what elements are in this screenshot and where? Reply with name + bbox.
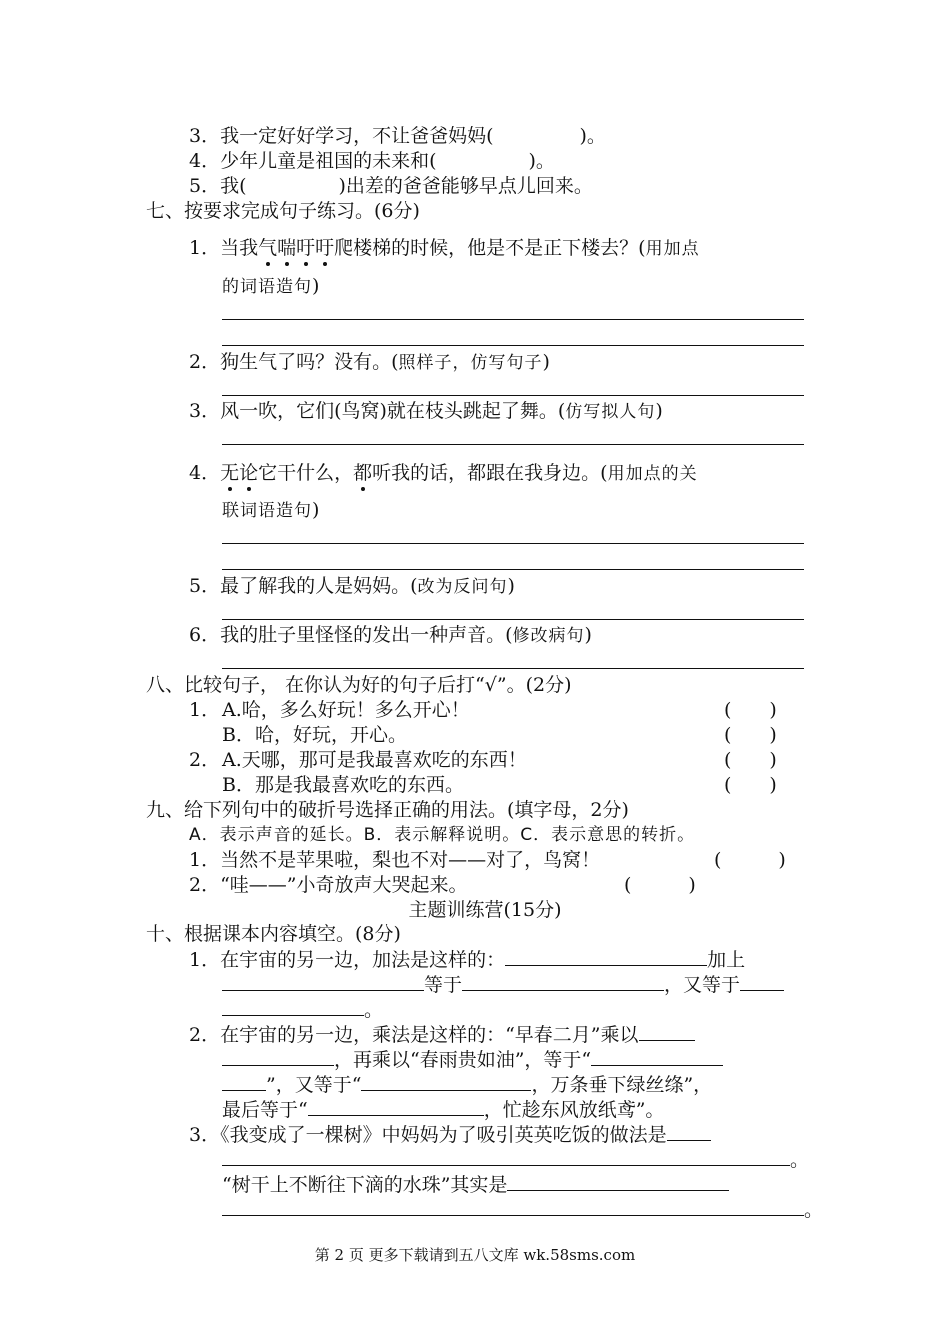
s9-q2: 2．“哇——”小奇放声大哭起来。: [189, 874, 468, 896]
s10-q1: 1．在宇宙的另一边，加法是这样的： 加上: [189, 949, 746, 971]
dotted-char: 气: [258, 237, 278, 259]
answer-blank[interactable]: [507, 1172, 729, 1191]
dotted-char: 论: [239, 462, 259, 484]
s7-q1: 1．当我气喘吁吁爬楼梯的时候，他是不是正下楼去？(用加点: [189, 237, 700, 259]
s8-row: B．哈，好玩，开心。: [222, 724, 407, 746]
answer-parens[interactable]: ( ): [724, 724, 777, 746]
s10-q1-cont: 等于 ，又等于: [222, 972, 784, 997]
fill-item-5: 5．我( )出差的爸爸能够早点儿回来。: [189, 175, 593, 197]
dotted-char: 无: [220, 462, 240, 484]
answer-blank[interactable]: [222, 1047, 334, 1066]
answer-line[interactable]: [222, 444, 804, 445]
s10-q3: 3．《我变成了一棵树》中妈妈为了吸引英英吃饭的做法是: [189, 1122, 711, 1147]
answer-line[interactable]: [222, 345, 804, 346]
dotted-char: 都: [353, 462, 373, 484]
s10-q3-cont3: 。: [222, 1197, 823, 1222]
s9-q1: 1．当然不是苹果啦，梨也不对——对了，鸟窝！: [189, 849, 601, 871]
answer-blank[interactable]: [308, 1097, 484, 1116]
answer-parens[interactable]: ( ): [724, 699, 777, 721]
answer-blank[interactable]: [222, 1197, 804, 1216]
answer-line[interactable]: [222, 619, 804, 620]
answer-line[interactable]: [222, 569, 804, 570]
s7-q6: 6．我的肚子里怪怪的发出一种声音。(修改病句): [189, 624, 592, 646]
dotted-char: 吁: [296, 237, 316, 259]
answer-parens[interactable]: ( ): [714, 849, 786, 871]
answer-line[interactable]: [222, 668, 804, 669]
s7-q1-cont: 的词语造句): [222, 275, 320, 297]
s10-q2-cont2: ”，又等于“ ，万条垂下绿丝绦”，: [222, 1072, 712, 1097]
answer-blank[interactable]: [505, 947, 707, 966]
s7-q3: 3．风一吹，它们(鸟窝)就在枝头跳起了舞。(仿写拟人句): [189, 400, 663, 422]
s10-q3-cont: 。: [222, 1147, 809, 1172]
s7-q2: 2．狗生气了吗？没有。(照样子，仿写句子): [189, 351, 550, 373]
theme-title: 主题训练营(15分): [408, 899, 562, 921]
answer-line[interactable]: [222, 395, 804, 396]
s7-q4-cont: 联词语造句): [222, 499, 320, 521]
answer-blank[interactable]: [222, 1072, 266, 1091]
s10-q1-cont2: 。: [222, 997, 383, 1022]
answer-parens[interactable]: ( ): [724, 774, 777, 796]
s10-q3-cont2: “树干上不断往下滴的水珠”其实是: [222, 1172, 729, 1197]
s10-q2-cont3: 最后等于“ ，忙趁东风放纸鸢”。: [222, 1099, 665, 1121]
dotted-char: 吁: [315, 237, 335, 259]
s8-row: 1． A.哈，多么好玩！多么开心！: [189, 699, 470, 721]
answer-blank[interactable]: [222, 997, 364, 1016]
s8-row: 2． A.天哪，那可是我最喜欢吃的东西！: [189, 749, 527, 771]
answer-line[interactable]: [222, 543, 804, 544]
s7-q4: 4．无论它干什么，都听我的话，都跟在我身边。(用加点的关: [189, 462, 698, 484]
answer-blank[interactable]: [740, 972, 784, 991]
answer-blank[interactable]: [462, 972, 664, 991]
s9-options: A．表示声音的延长。B．表示解释说明。C．表示意思的转折。: [189, 825, 696, 845]
s10-q2-cont: ，再乘以“春雨贵如油”，等于“: [222, 1047, 723, 1072]
answer-blank[interactable]: [222, 1147, 790, 1166]
answer-parens[interactable]: ( ): [624, 874, 696, 896]
answer-blank[interactable]: [667, 1122, 711, 1141]
answer-line[interactable]: [222, 319, 804, 320]
section-8-heading: 八、比较句子， 在你认为好的句子后打“√”。(2分): [146, 674, 572, 696]
answer-blank[interactable]: [591, 1047, 723, 1066]
section-10-heading: 十、根据课本内容填空。(8分): [146, 923, 401, 945]
answer-blank[interactable]: [222, 972, 424, 991]
page-footer: 第 2 页 更多下载请到五八文库 wk.58sms.com: [314, 1246, 636, 1264]
section-7-heading: 七、按要求完成句子练习。(6分): [146, 200, 420, 222]
answer-blank[interactable]: [361, 1072, 531, 1091]
fill-item-3: 3．我一定好好学习，不让爸爸妈妈( )。: [189, 125, 606, 147]
s10-q2: 2．在宇宙的另一边，乘法是这样的：“早春二月”乘以: [189, 1022, 695, 1047]
section-9-heading: 九、给下列句中的破折号选择正确的用法。(填字母，2分): [146, 799, 629, 821]
answer-blank[interactable]: [639, 1022, 695, 1041]
s8-row: B．那是我最喜欢吃的东西。: [222, 774, 464, 796]
fill-item-4: 4．少年儿童是祖国的未来和( )。: [189, 150, 555, 172]
answer-parens[interactable]: ( ): [724, 749, 777, 771]
s7-q5: 5．最了解我的人是妈妈。(改为反问句): [189, 575, 515, 597]
dotted-char: 喘: [277, 237, 297, 259]
